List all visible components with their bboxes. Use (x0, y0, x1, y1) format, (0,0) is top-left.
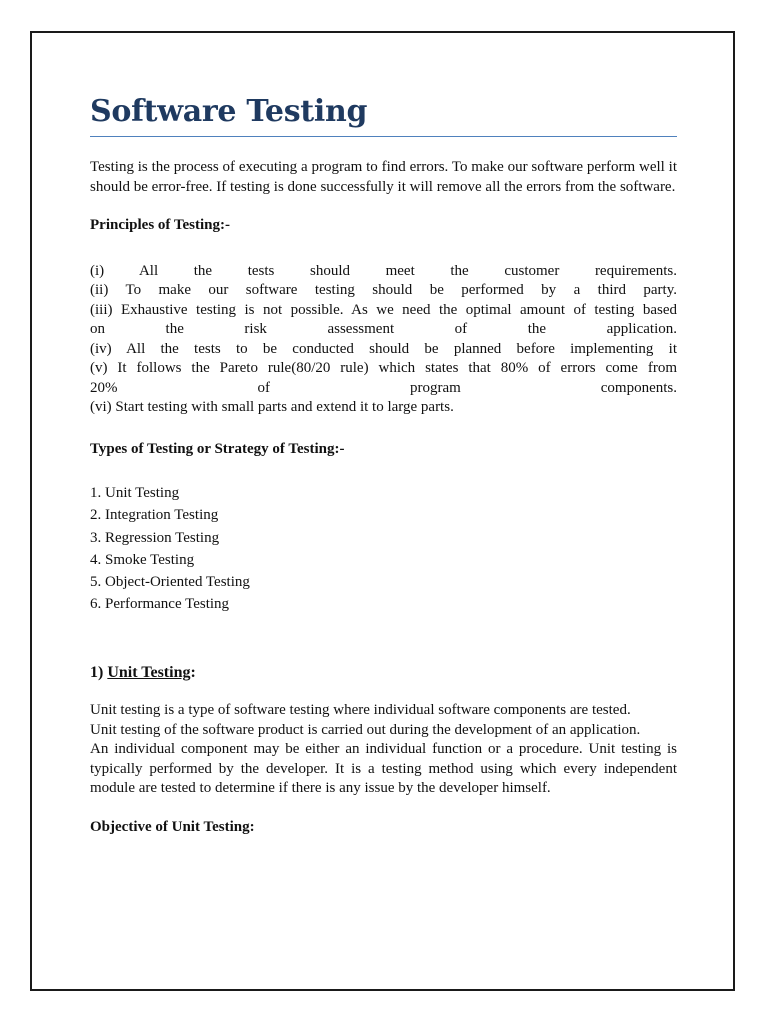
list-item: 5. Object-Oriented Testing (90, 574, 250, 591)
unit-testing-colon: : (190, 663, 196, 681)
principle-line: (ii) To make our software testing should be performed by a third party. (90, 282, 677, 298)
principle-line: 20% of program components. (90, 379, 677, 396)
types-heading: Types of Testing or Strategy of Testing:- (90, 440, 345, 457)
intro-paragraph: Testing is the process of executing a program to find errors. To make our software perform well it should be error-free. If testing is done successfully it will remove all the errors from the software. (90, 159, 677, 195)
principle-line: (i) All the tests should meet the customer requirements. (90, 262, 677, 279)
unit-testing-number: 1) (90, 663, 108, 681)
list-item: 3. Regression Testing (90, 529, 220, 546)
unit-testing-body (90, 701, 677, 799)
document-title: Software Testing (90, 94, 368, 129)
principle-line: on the risk assessment of the application. (90, 321, 677, 337)
list-item: 4. Smoke Testing (90, 551, 195, 568)
unit-paragraph: Unit testing of the software product is carried out during the development of an application. (90, 721, 641, 738)
unit-testing-title: Unit Testing (107, 663, 191, 681)
principle-line: (iii) Exhaustive testing is not possible. As we need the optimal amount of testing based (90, 301, 677, 318)
list-item: 2. Integration Testing (90, 507, 219, 524)
unit-testing-heading (90, 663, 677, 683)
document-body (90, 92, 677, 837)
objective-heading: Objective of Unit Testing: (90, 818, 255, 835)
types-list (90, 482, 677, 616)
unit-paragraph: Unit testing is a type of software testing where individual software components are tested. (90, 702, 631, 719)
list-item: 1. Unit Testing (90, 485, 180, 501)
unit-paragraph: An individual component may be either an individual function or a procedure. Unit testing is typically performed by the developer. It is a testing method using which every independent module are tested to determine if there is any issue by the developer himself. (90, 741, 677, 797)
principles-list (90, 262, 677, 418)
list-item: 6. Performance Testing (90, 596, 230, 613)
principle-line: (v) It follows the Pareto rule(80/20 rule) which states that 80% of errors come from (90, 360, 677, 376)
principles-heading: Principles of Testing:- (90, 217, 231, 233)
principle-line: (vi) Start testing with small parts and extend it to large parts. (90, 399, 454, 415)
title-underline (90, 136, 677, 137)
principle-line: (iv) All the tests to be conducted should be planned before implementing it (90, 340, 677, 357)
